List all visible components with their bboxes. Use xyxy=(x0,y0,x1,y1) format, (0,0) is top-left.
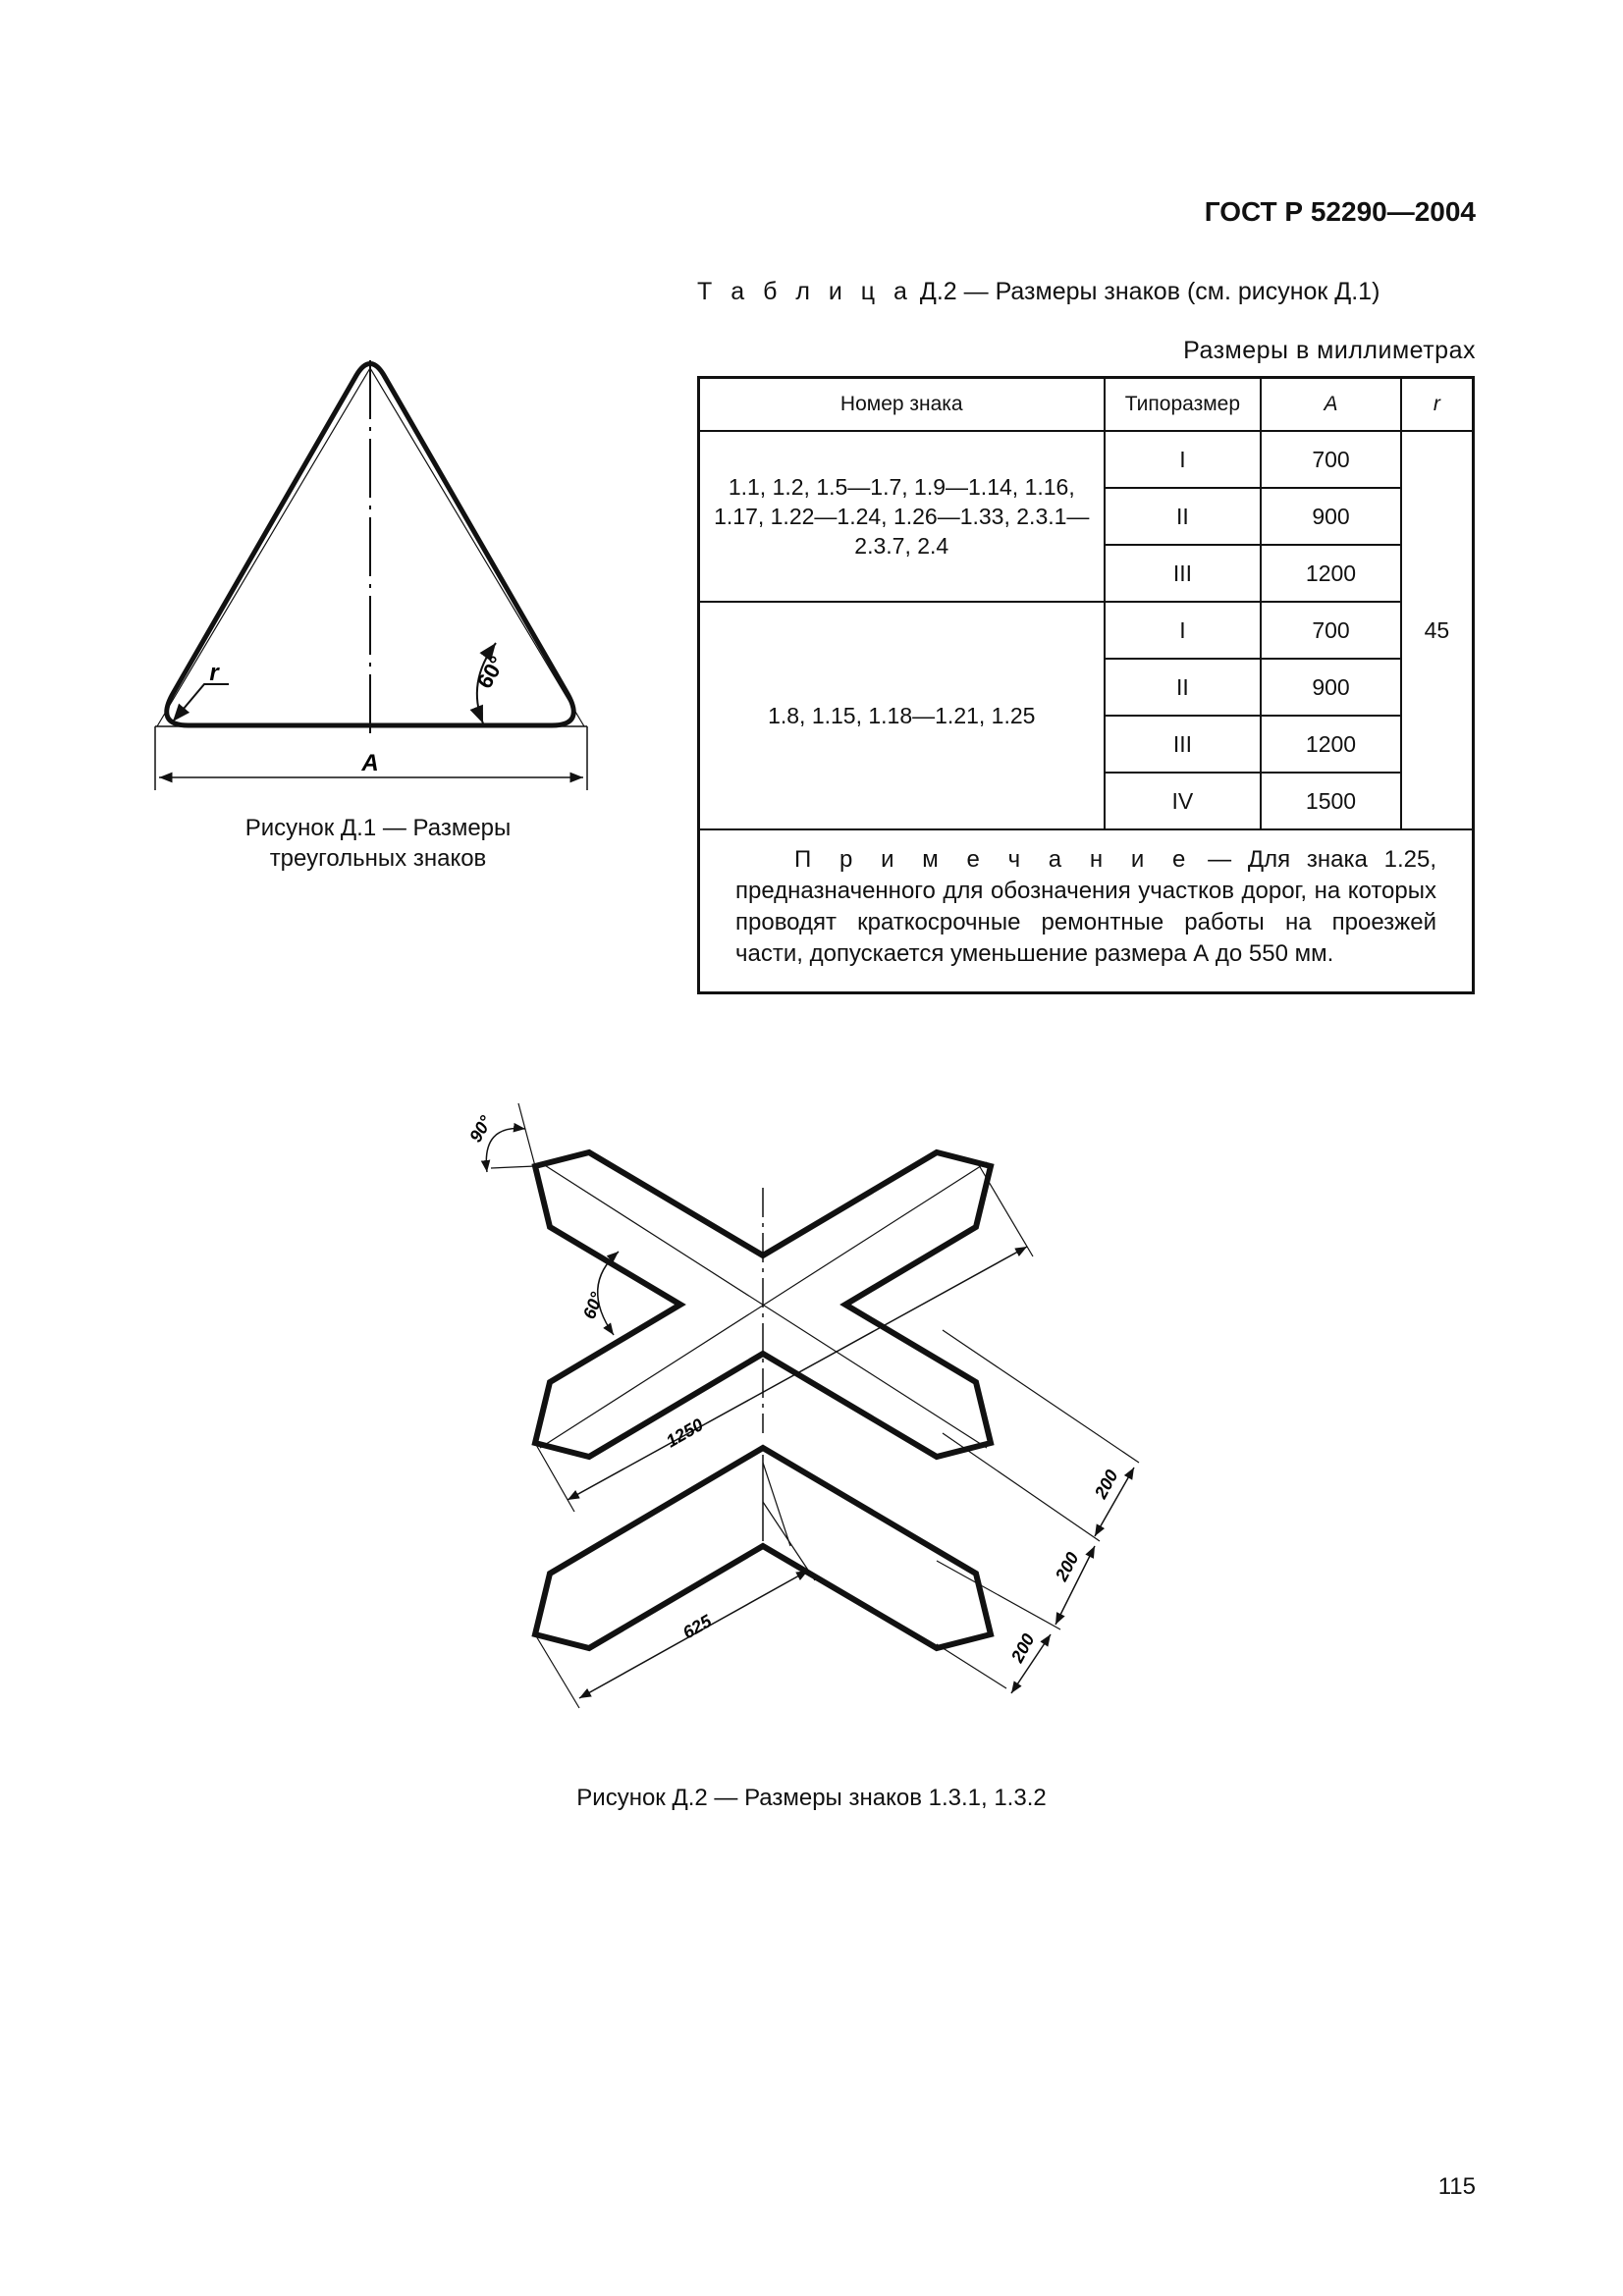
figure-2-caption: Рисунок Д.2 — Размеры знаков 1.3.1, 1.3.2 xyxy=(576,1785,1047,1811)
note-text: — Для знака 1.25, предназначенного для обозначения участков дорог, на которых проводят краткосрочные ремонтные работы на проезжей части, допускается уменьшение размера А до 550 мм. xyxy=(735,846,1436,967)
col-header-a: A xyxy=(1261,378,1400,432)
sizes-table xyxy=(697,376,1475,994)
radius-leader xyxy=(173,684,229,721)
size-type-cell: I xyxy=(1105,431,1262,488)
document-code: ГОСТ Р 52290—2004 xyxy=(1204,196,1476,227)
size-type-cell: II xyxy=(1105,659,1262,716)
angle-90-label: 90° xyxy=(465,1112,497,1146)
size-type-cell: III xyxy=(1105,716,1262,773)
table-row xyxy=(699,431,1474,488)
dim-625-ext-2 xyxy=(763,1502,815,1580)
dim-200-ext-2 xyxy=(943,1433,1100,1541)
a-value-cell: 1200 xyxy=(1261,716,1400,773)
table-note-row xyxy=(699,829,1474,993)
size-type-cell: IV xyxy=(1105,773,1262,829)
angle-90-extension-2 xyxy=(518,1103,535,1166)
page-number: 115 xyxy=(1437,2173,1476,2200)
angle-60-label: 60° xyxy=(578,1289,608,1322)
dim-200-ext-4 xyxy=(937,1644,1006,1688)
figure-triangle-diagram xyxy=(137,348,609,810)
a-value-cell: 900 xyxy=(1261,659,1400,716)
table-title xyxy=(697,278,1380,306)
dim-200-label-2: 200 xyxy=(1051,1548,1083,1584)
note-prefix: П р и м е ч а н и е xyxy=(794,846,1192,873)
dim-200-ext-1 xyxy=(943,1330,1139,1463)
table-title-text: Д.2 — Размеры знаков (см. рисунок Д.1) xyxy=(919,278,1380,305)
dim-200-label-3: 200 xyxy=(1006,1629,1039,1666)
table-note xyxy=(699,829,1474,993)
dim-200-ext-3 xyxy=(937,1561,1060,1629)
figure-1-caption-line-2: треугольных знаков xyxy=(269,845,487,872)
dim-1250-ext-2 xyxy=(976,1160,1033,1256)
figure-1-caption xyxy=(216,813,540,874)
half-cross-diagonal xyxy=(763,1463,790,1546)
angle-label: 60° xyxy=(471,652,510,693)
figure-cross-diagram xyxy=(432,1099,1178,1747)
table-row xyxy=(699,602,1474,659)
sign-group-2: 1.8, 1.15, 1.18—1.21, 1.25 xyxy=(699,602,1105,829)
size-type-cell: I xyxy=(1105,602,1262,659)
angle-90-arc xyxy=(486,1129,525,1172)
a-value-cell: 1500 xyxy=(1261,773,1400,829)
radius-label: r xyxy=(209,660,219,686)
table-title-prefix: Т а б л и ц а xyxy=(697,278,913,305)
dim-1250-label: 1250 xyxy=(663,1415,707,1452)
col-header-r: r xyxy=(1401,378,1474,432)
dim-625-label: 625 xyxy=(679,1611,716,1643)
a-value-cell: 1200 xyxy=(1261,545,1400,602)
col-header-sign-number: Номер знака xyxy=(699,378,1105,432)
dim-200-label-1: 200 xyxy=(1090,1466,1122,1502)
size-type-cell: III xyxy=(1105,545,1262,602)
figure-1-caption-line-1: Рисунок Д.1 — Размеры xyxy=(244,815,512,841)
table-header-row xyxy=(699,378,1474,432)
a-value-cell: 900 xyxy=(1261,488,1400,545)
angle-90-extension xyxy=(491,1166,535,1168)
dimension-a-label: A xyxy=(361,750,379,776)
a-value-cell: 700 xyxy=(1261,602,1400,659)
size-type-cell: II xyxy=(1105,488,1262,545)
sign-group-1: 1.1, 1.2, 1.5—1.7, 1.9—1.14, 1.16, 1.17, 1.22—1.24, 1.26—1.33, 2.3.1—2.3.7, 2.4 xyxy=(699,431,1105,602)
table-units: Размеры в миллиметрах xyxy=(1183,337,1476,364)
col-header-size-type: Типоразмер xyxy=(1105,378,1262,432)
r-value-cell: 45 xyxy=(1401,431,1474,829)
a-value-cell: 700 xyxy=(1261,431,1400,488)
